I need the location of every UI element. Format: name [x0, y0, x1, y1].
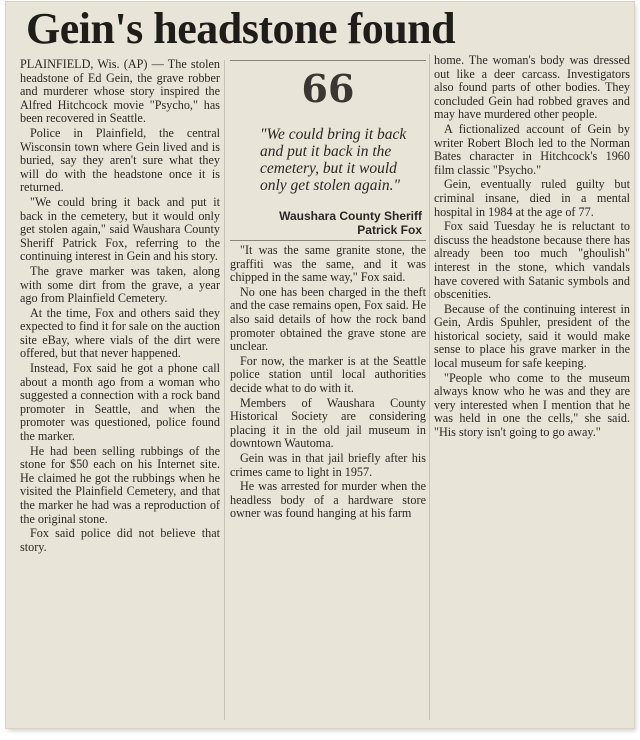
dateline: PLAINFIELD, Wis. (AP) — The stolen headstone of Ed Gein, the grave robber and murderer whose story inspired the Alfred Hitchcock movie "Psycho," has been recovered in Seattle. — [20, 57, 221, 126]
paragraph: "It was the same granite stone, the graffiti was the same, and it was chipped in the same way," Fox said. — [230, 243, 426, 285]
pullquote-top-rule — [230, 60, 426, 61]
paragraph: Fox said police did not believe that story. — [20, 526, 220, 554]
paragraph: Because of the continuing interest in Gein, Ardis Spuhler, president of the historical society, said it would make sense to place his grave marker in the local museum for safe keeping. — [434, 301, 630, 371]
paragraph: home. The woman's body was dressed out like a deer carcass. Investigators also found parts of other bodies. They concluded Gein had robbed graves and may have murdered other people. — [434, 53, 630, 122]
paragraph: The stolen headstone of Ed Gein, the grave robber and murderer whose story inspired the Alfred Hitchcock movie "Psycho," has been recovered in Seattle. — [20, 57, 221, 126]
headline: Gein's headstone found — [26, 4, 456, 53]
paragraph: Police in Plainfield, the central Wisconsin town where Gein lived and is buried, say they aren't sure what they will do with the headstone once it is returned. — [20, 125, 220, 195]
paragraph: Fox said Tuesday he is reluctant to discuss the headstone because there has already been too much "ghoulish" interest in the stone, which vandals have covered with Satanic symbols and obscenities. — [434, 219, 630, 302]
paragraph: He was arrested for murder when the headless body of a hardware store owner was found hanging at his farm — [230, 479, 426, 521]
paragraph: Gein, eventually ruled guilty but criminal insane, died in a mental hospital in 1984 at the age of 77. — [434, 177, 630, 219]
paragraph: "People who come to the museum always know who he was and they are very interested when I mention that he was held in one the cells," she said. "His story isn't going to go away." — [434, 370, 630, 440]
attribution-name: Patrick Fox — [357, 223, 422, 237]
attribution-title: Waushara County Sheriff — [279, 209, 422, 223]
article-column-2 — [230, 244, 426, 522]
quote-mark-icon: 66 — [301, 66, 355, 111]
paragraph: "We could bring it back and put it back in the cemetery, but it would only get stolen again," said Waushara County Sheriff Patrick Fox, referring to the continuing interest in Gein and his story. — [20, 194, 220, 264]
paragraph: Gein was in that jail briefly after his crimes came to light in 1957. — [230, 450, 426, 479]
paragraph: Instead, Fox said he got a phone call about a month ago from a woman who suggested a connection with a rock band promoter in Seattle, and when the promoter was questioned, police found the marker. — [20, 361, 220, 444]
paragraph: No one has been charged in the theft and the case remains open, Fox said. He also said details of how the rock band promoter obtained the grave stone are unclear. — [230, 284, 426, 354]
paragraph: For now, the marker is at the Seattle police station until local authorities decide what to do with it. — [230, 353, 426, 395]
paragraph: At the time, Fox and others said they expected to find it for sale on the auction site eBay, where vials of the dirt were offered, but that never happened. — [20, 305, 220, 361]
newspaper-clipping — [6, 2, 634, 728]
pullquote — [230, 64, 426, 240]
column-divider-2 — [429, 54, 430, 720]
paragraph: The grave marker was taken, along with some dirt from the grave, a year ago from Plainfield Cemetery. — [20, 263, 220, 306]
column-divider-1 — [224, 60, 225, 720]
paragraph: Members of Waushara County Historical Society are considering placing it in the old jail museum in downtown Wautoma. — [230, 395, 426, 451]
pullquote-text: "We could bring it back and put it back in the cemetery, but it would only get stolen again." — [260, 126, 407, 194]
pullquote-bottom-rule — [230, 240, 426, 241]
pullquote-attribution — [254, 209, 422, 237]
article-column-3 — [434, 54, 630, 441]
paragraph: He had been selling rubbings of the stone for $50 each on his Internet site. He claimed he got the rubbings when he visited the Plainfield Cemetery, and that the marker he had was a reproduction of the original stone. — [20, 443, 220, 526]
paragraph: A fictionalized account of Gein by writer Robert Bloch led to the Norman Bates character in Hitchcock's 1960 film classic "Psycho." — [434, 121, 630, 177]
article-column-1 — [20, 58, 220, 555]
